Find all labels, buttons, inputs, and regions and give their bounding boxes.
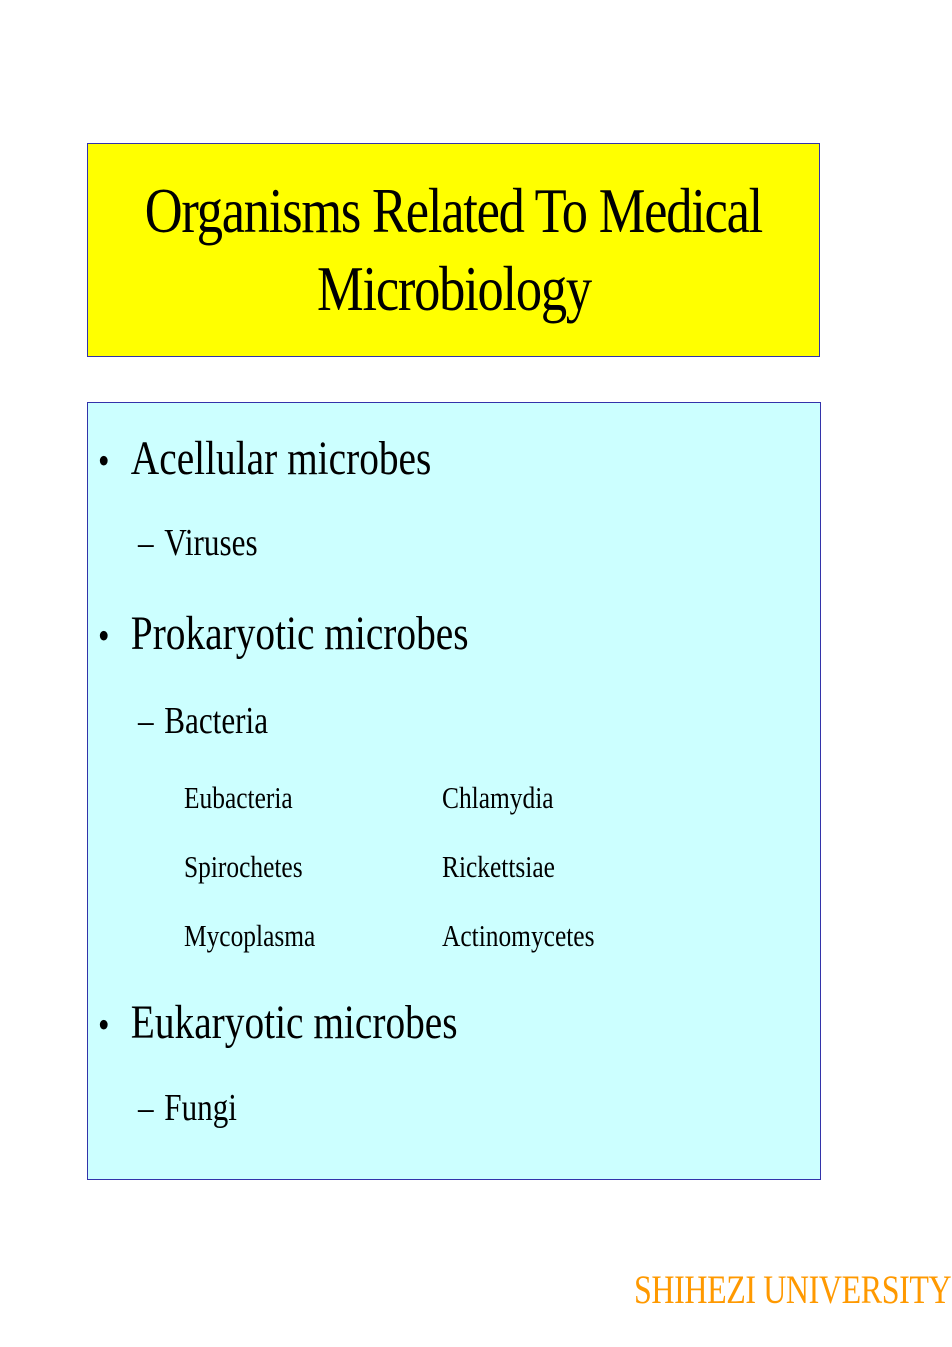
sub-item-bacteria [138, 699, 268, 743]
sub-item-label: Fungi [164, 1087, 237, 1129]
leaf-item-actinomycetes: Actinomycetes [442, 918, 595, 953]
content-box [87, 402, 821, 1180]
bullet-item-eukaryotic [98, 995, 458, 1050]
bullet-label: Acellular microbes [130, 432, 432, 485]
sub-item-label: Bacteria [164, 700, 269, 742]
bullet-icon: • [98, 438, 110, 483]
dash-icon: – [138, 522, 154, 564]
bullet-label: Eukaryotic microbes [130, 996, 458, 1049]
bullet-icon: • [98, 613, 110, 658]
bullet-item-acellular [98, 431, 431, 486]
dash-icon: – [138, 700, 154, 742]
bullet-item-prokaryotic [98, 606, 469, 661]
sub-item-viruses [138, 521, 258, 565]
sub-item-label: Viruses [164, 522, 258, 564]
sub-item-fungi [138, 1086, 237, 1130]
dash-icon: – [138, 1087, 154, 1129]
leaf-item-chlamydia: Chlamydia [442, 780, 554, 815]
slide-title-line-2: Microbiology [316, 253, 591, 324]
slide-title-line-1: Organisms Related To Medical [144, 175, 763, 246]
leaf-item-rickettsiae: Rickettsiae [442, 849, 555, 884]
footer-university-name: SHIHEZI UNIVERSITY [634, 1267, 952, 1312]
leaf-item-mycoplasma: Mycoplasma [184, 918, 316, 953]
bullet-icon: • [98, 1002, 110, 1047]
title-box [87, 143, 820, 357]
leaf-item-spirochetes: Spirochetes [184, 849, 303, 884]
bullet-label: Prokaryotic microbes [130, 607, 469, 660]
leaf-item-eubacteria: Eubacteria [184, 780, 293, 815]
